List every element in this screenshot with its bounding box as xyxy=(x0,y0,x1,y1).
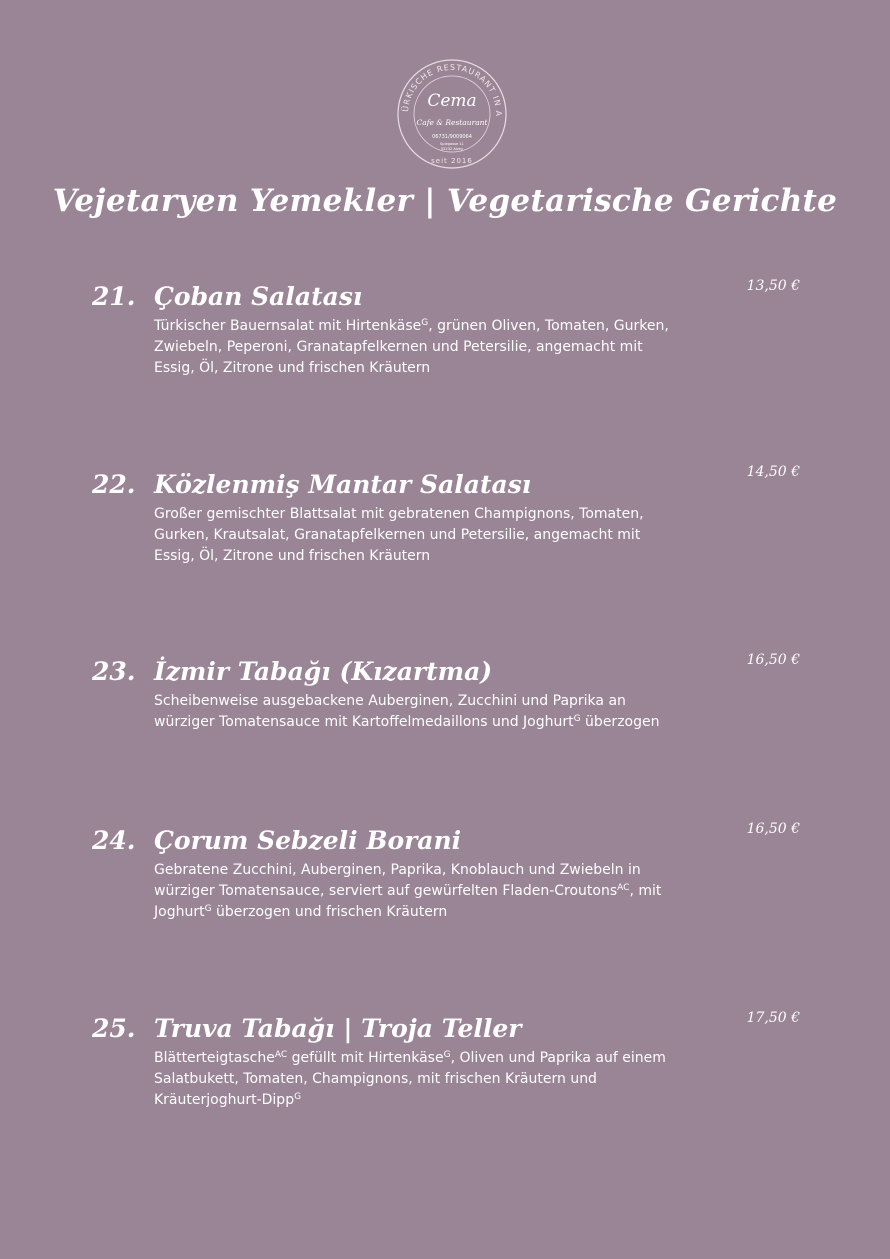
logo-phone: 06731/9009064 xyxy=(432,134,472,140)
description-text: Gurken, Krautsalat, Granatapfelkernen und Petersilie, angemacht mit xyxy=(154,527,641,543)
item-name: Çorum Sebzeli Borani xyxy=(154,826,462,855)
description-line xyxy=(154,358,724,379)
description-text: würziger Tomatensauce, serviert auf gewürfelten Fladen-Croutons xyxy=(154,883,618,899)
item-name: Közlenmiş Mantar Salatası xyxy=(154,470,532,499)
item-number: 22. xyxy=(92,470,136,499)
description-text: Großer gemischter Blattsalat mit gebratenen Champignons, Tomaten, xyxy=(154,506,644,522)
description-text: Joghurt xyxy=(154,904,205,920)
description-line xyxy=(154,712,724,733)
item-description xyxy=(154,316,724,379)
allergen-code: G xyxy=(421,318,429,328)
allergen-code: G xyxy=(573,714,581,724)
description-line xyxy=(154,1069,724,1090)
item-number: 25. xyxy=(92,1014,136,1043)
item-price: 14,50 € xyxy=(746,464,800,480)
description-text: Blätterteigtasche xyxy=(154,1050,275,1066)
description-text: Kräuterjoghurt-Dipp xyxy=(154,1092,295,1108)
description-text: Essig, Öl, Zitrone und frischen Kräutern xyxy=(154,548,431,564)
description-text: überzogen und frischen Kräutern xyxy=(211,904,448,920)
item-name: İzmir Tabağı (Kızartma) xyxy=(154,657,493,686)
description-line xyxy=(154,1090,724,1111)
allergen-code: G xyxy=(204,904,212,914)
item-price: 17,50 € xyxy=(746,1010,800,1026)
description-line xyxy=(154,881,724,902)
description-line xyxy=(154,1048,724,1069)
item-description xyxy=(154,1048,724,1111)
logo-since: seit 2016 xyxy=(431,157,473,165)
description-text: Essig, Öl, Zitrone und frischen Kräutern xyxy=(154,360,431,376)
item-price: 16,50 € xyxy=(746,652,800,668)
logo-ring-text: ÜRKISCHE RESTAURANT IN A xyxy=(400,62,504,118)
logo-subtitle: Cafe & Restaurant xyxy=(416,118,488,127)
description-text: Scheibenweise ausgebackene Auberginen, Zucchini und Paprika an xyxy=(154,693,626,709)
logo-street: Spiegasse 11 xyxy=(440,142,464,146)
description-line xyxy=(154,546,724,567)
item-description xyxy=(154,504,724,567)
description-text: , grünen Oliven, Tomaten, Gurken, xyxy=(428,318,669,334)
description-line xyxy=(154,691,724,712)
description-text: gefüllt mit Hirtenkäse xyxy=(287,1050,444,1066)
description-text: würziger Tomatensauce mit Kartoffelmedaillons und Joghurt xyxy=(154,714,574,730)
allergen-code: G xyxy=(443,1050,451,1060)
description-text: Salatbukett, Tomaten, Champignons, mit frischen Kräutern und xyxy=(154,1071,597,1087)
page-title: Vejetaryen Yemekler | Vegetarische Gerichte xyxy=(52,183,838,219)
logo-name: Cema xyxy=(427,91,477,111)
item-name: Çoban Salatası xyxy=(154,282,363,311)
description-line xyxy=(154,316,724,337)
description-text: , mit xyxy=(629,883,662,899)
allergen-code: G xyxy=(294,1092,302,1102)
description-line xyxy=(154,860,724,881)
description-line xyxy=(154,525,724,546)
item-price: 16,50 € xyxy=(746,821,800,837)
allergen-code: AC xyxy=(617,883,630,893)
description-text: , Oliven und Paprika auf einem xyxy=(450,1050,666,1066)
description-text: Zwiebeln, Peperoni, Granatapfelkernen und Petersilie, angemacht mit xyxy=(154,339,643,355)
item-number: 23. xyxy=(92,657,136,686)
item-description xyxy=(154,860,724,923)
restaurant-logo xyxy=(397,54,507,174)
item-name: Truva Tabağı | Troja Teller xyxy=(154,1014,522,1043)
allergen-code: AC xyxy=(274,1050,288,1060)
description-text: Türkischer Bauernsalat mit Hirtenkäse xyxy=(154,318,422,334)
item-description xyxy=(154,691,724,733)
item-number: 21. xyxy=(92,282,136,311)
description-text: Gebratene Zucchini, Auberginen, Paprika, Knoblauch und Zwiebeln in xyxy=(154,862,641,878)
description-line xyxy=(154,337,724,358)
logo-city: 55232 Alzey xyxy=(440,147,464,151)
description-line xyxy=(154,902,724,923)
description-text: überzogen xyxy=(580,714,660,730)
item-price: 13,50 € xyxy=(746,278,800,294)
description-line xyxy=(154,504,724,525)
item-number: 24. xyxy=(92,826,136,855)
